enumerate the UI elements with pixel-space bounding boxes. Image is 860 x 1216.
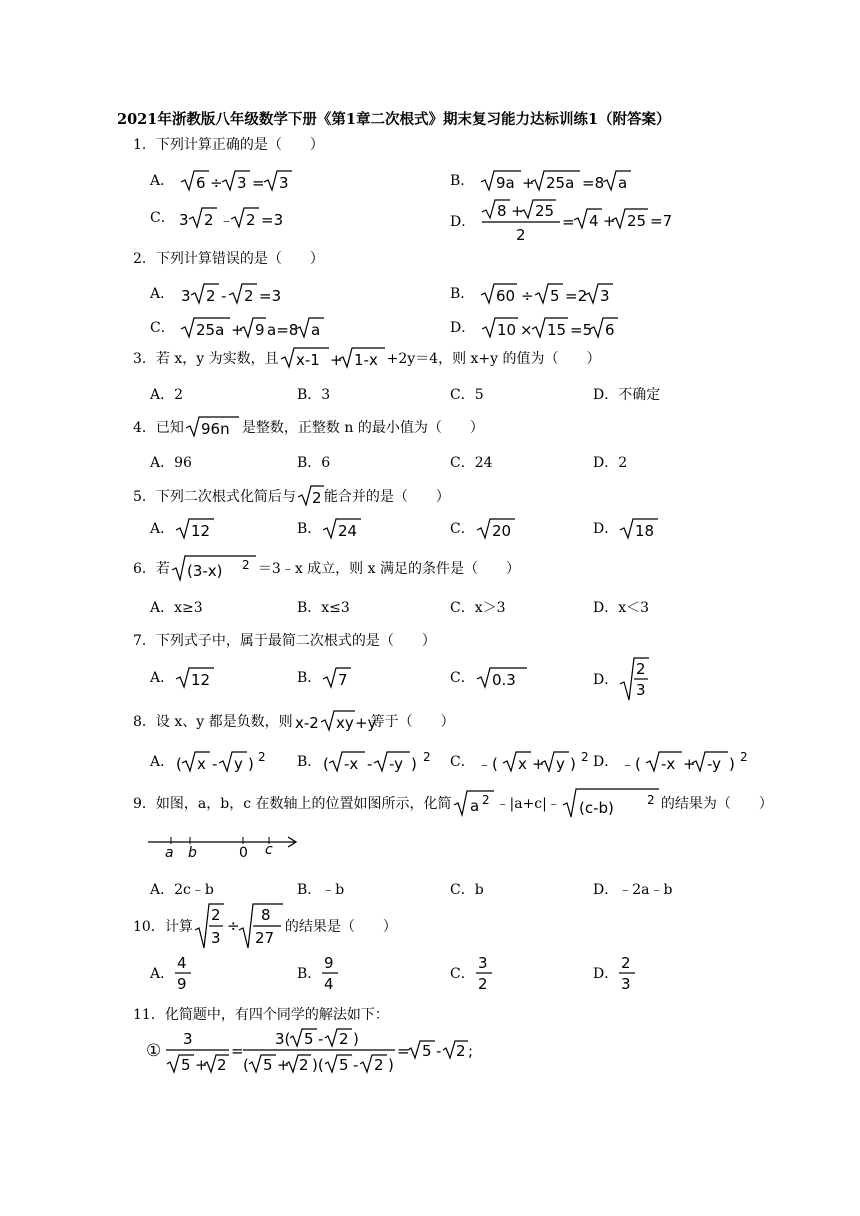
svg-text:÷: ÷ <box>209 174 223 192</box>
svg-text:): ) <box>411 755 418 773</box>
q10-b-denominator: 4 <box>324 975 334 993</box>
svg-text:=: = <box>397 1042 410 1060</box>
q8-d-math <box>618 747 754 775</box>
q10-stem <box>133 902 397 950</box>
svg-text:2: 2 <box>339 1030 349 1048</box>
q8-c-expression <box>475 747 593 775</box>
svg-text:5: 5 <box>181 1056 191 1074</box>
q7-c-value: 0.3 <box>491 671 516 689</box>
svg-text:6: 6 <box>604 321 615 339</box>
svg-text:;: ; <box>468 1042 474 1060</box>
q7-b-label: B． <box>297 670 322 686</box>
q10-option-b <box>297 953 341 993</box>
q4-stem-text: 4．已知 <box>133 420 184 436</box>
q5-option-d <box>593 516 662 542</box>
svg-text:-: - <box>212 755 218 773</box>
q10-b-fraction <box>321 953 341 993</box>
q2-option-d <box>450 315 630 341</box>
q7-option-b <box>297 665 355 691</box>
q2-option-b <box>450 281 629 307</box>
q10-d-fraction <box>618 953 638 993</box>
axis-label-c: c <box>265 842 273 858</box>
q2-a-math <box>179 281 289 307</box>
svg-text:a: a <box>311 321 321 339</box>
svg-text:-: - <box>436 1042 442 1060</box>
q6-stem-text: 6．若 <box>133 561 170 577</box>
q5-option-b <box>297 516 365 542</box>
q10-d-label: D． <box>593 966 619 982</box>
q1-stem: 1．下列计算正确的是（ ） <box>133 137 324 153</box>
q10-option-d <box>593 953 638 993</box>
svg-text:2: 2 <box>210 906 221 924</box>
svg-text:(: ( <box>176 755 182 773</box>
svg-text:﹣(: ﹣( <box>620 755 642 773</box>
svg-text:2: 2 <box>241 558 250 572</box>
svg-text:×: × <box>519 321 533 339</box>
q8-d-expression <box>618 747 754 775</box>
q3-stem-text: 3．若 x，y 为实数，且 <box>133 351 279 367</box>
svg-text:-: - <box>367 755 373 773</box>
svg-text:a: a <box>617 174 627 192</box>
q6-stem <box>133 553 520 583</box>
svg-text:÷: ÷ <box>226 917 240 935</box>
q5-c-value: 20 <box>491 522 511 540</box>
q10-b-label: B． <box>297 966 322 982</box>
svg-text:5: 5 <box>263 1056 273 1074</box>
svg-text:y: y <box>234 755 244 773</box>
svg-text:2: 2 <box>246 211 256 229</box>
q8-a-expression <box>174 747 270 775</box>
svg-text:=2: =2 <box>564 287 587 305</box>
q7-d-label: D． <box>593 672 619 688</box>
q1-d-label: D． <box>450 214 476 230</box>
svg-text:+: + <box>329 351 343 369</box>
q9-sqrt-cb <box>561 786 661 820</box>
svg-text:1-x: 1-x <box>353 351 378 369</box>
svg-text:2: 2 <box>646 793 655 807</box>
q11-circle-number: ① <box>146 1041 162 1061</box>
svg-text:): ) <box>248 755 254 773</box>
svg-text:3: 3 <box>183 1030 193 1048</box>
q10-stem-text: 10．计算 <box>133 919 193 935</box>
q5-stem-text: 5．下列二次根式化简后与 <box>133 489 296 505</box>
q10-a-label: A． <box>150 966 175 982</box>
q6-option-b: B．x≤3 <box>297 600 350 616</box>
q5-d-label: D． <box>593 521 619 537</box>
svg-text:x-2: x-2 <box>294 714 319 732</box>
svg-text:=: = <box>561 213 575 231</box>
q1-a-expression <box>179 168 299 194</box>
q5-stem-text-end: 能合并的是（ ） <box>323 489 450 505</box>
svg-text:25a: 25a <box>196 321 225 339</box>
svg-text:5: 5 <box>422 1042 432 1060</box>
q10-c-label: C． <box>450 966 475 982</box>
svg-text:2: 2 <box>374 1056 384 1074</box>
q8-option-d <box>593 747 754 775</box>
svg-text:+: + <box>277 1056 290 1074</box>
svg-text:)(: )( <box>312 1056 324 1074</box>
q7-b-math <box>321 665 355 691</box>
svg-text:+: + <box>683 755 696 773</box>
axis-label-a: a <box>165 845 174 861</box>
svg-text:a: a <box>469 797 479 815</box>
svg-text:﹣(: ﹣( <box>476 755 498 773</box>
svg-text:8: 8 <box>260 906 271 924</box>
svg-text:25: 25 <box>626 212 646 230</box>
svg-text:+: + <box>231 321 244 339</box>
q3-stem-text-end: +2y＝4，则 x+y 的值为（ ） <box>386 351 601 367</box>
svg-text:2: 2 <box>217 1056 227 1074</box>
q10-a-fraction <box>174 953 194 993</box>
svg-text:2: 2 <box>636 660 646 678</box>
q2-c-expression <box>179 315 329 341</box>
q5-a-label: A． <box>150 521 175 537</box>
q8-math <box>293 708 377 734</box>
svg-text:3: 3 <box>278 174 289 192</box>
q2-a-label: A． <box>150 286 175 302</box>
svg-text:-x: -x <box>344 755 359 773</box>
q6-option-d: D．x＜3 <box>593 600 650 616</box>
svg-text:(c-b): (c-b) <box>578 799 614 817</box>
q7-a-value: 12 <box>191 671 211 689</box>
q2-option-c <box>150 315 329 341</box>
q5-c-label: C． <box>450 521 475 537</box>
q1-c-math <box>179 205 289 231</box>
q8-c-math <box>475 747 593 775</box>
svg-text:10: 10 <box>496 321 516 339</box>
svg-text:): ) <box>729 755 736 773</box>
q2-d-label: D． <box>450 320 476 336</box>
q7-d-math <box>618 656 652 702</box>
svg-text:3(: 3( <box>275 1030 291 1048</box>
svg-text:3: 3 <box>599 287 610 305</box>
q2-b-math <box>479 281 629 307</box>
q1-c-expression <box>179 205 289 231</box>
svg-text:x-1: x-1 <box>295 351 320 369</box>
axis-label-0: 0 <box>239 845 248 861</box>
q5-option-c <box>450 516 519 542</box>
svg-text:-y: -y <box>707 755 722 773</box>
svg-text:+: + <box>195 1056 208 1074</box>
svg-text:2: 2 <box>515 226 526 244</box>
q9-stem-text-end: 的结果为（ ） <box>660 796 773 812</box>
q3-option-d: D．不确定 <box>593 387 661 403</box>
q5-d-math <box>618 516 662 542</box>
q7-option-c <box>450 665 531 691</box>
q2-b-label: B． <box>450 286 475 302</box>
svg-text:2: 2 <box>243 287 254 305</box>
svg-text:): ) <box>353 1030 359 1048</box>
q2-b-expression <box>479 281 629 307</box>
q9-number-line <box>140 830 305 860</box>
q6-stem-text-end: ＝3﹣x 成立，则 x 满足的条件是（ ） <box>257 561 520 577</box>
q5-stem <box>133 483 450 509</box>
q8-b-label: B． <box>297 754 322 770</box>
q1-c-label: C． <box>150 210 175 226</box>
q10-c-numerator: 3 <box>477 954 488 972</box>
svg-text:2: 2 <box>205 287 216 305</box>
q9-cb-math <box>561 786 661 820</box>
q4-option-c: C．24 <box>450 455 493 471</box>
q8-d-label: D． <box>593 754 619 770</box>
q9-stem-mid: ﹣|a+c|﹣ <box>495 796 561 812</box>
q7-c-math <box>475 665 531 691</box>
q6-option-a: A．x≥3 <box>150 600 203 616</box>
q2-a-expression <box>179 281 289 307</box>
svg-text:y: y <box>555 755 565 773</box>
q1-option-d <box>450 198 680 244</box>
svg-text:25: 25 <box>534 202 554 220</box>
q1-d-expression <box>480 198 680 244</box>
q8-stem-text-end: 等于（ ） <box>370 714 455 730</box>
svg-text:xy: xy <box>335 714 354 732</box>
q9-option-d: D．﹣2a﹣b <box>593 882 673 898</box>
q7-a-label: A． <box>150 670 175 686</box>
svg-text:+: + <box>521 174 535 192</box>
svg-text:2: 2 <box>299 1056 309 1074</box>
svg-text:3: 3 <box>236 174 247 192</box>
svg-text:=3: =3 <box>261 211 284 229</box>
svg-text:=3: =3 <box>258 287 281 305</box>
svg-text:2: 2 <box>740 750 748 764</box>
q2-d-expression <box>480 315 630 341</box>
q10-c-denominator: 2 <box>477 975 488 993</box>
svg-text:(: ( <box>323 755 330 773</box>
svg-text:3: 3 <box>179 211 189 229</box>
svg-text:2: 2 <box>481 793 490 807</box>
svg-text:=: = <box>231 1042 244 1060</box>
q2-d-math <box>480 315 630 341</box>
svg-text:2: 2 <box>423 750 431 764</box>
svg-text:9a: 9a <box>495 174 515 192</box>
q8-option-c <box>450 747 593 775</box>
svg-text:=5: =5 <box>569 321 592 339</box>
q4-expression <box>184 414 242 440</box>
q4-option-a: A．96 <box>150 455 192 471</box>
q7-b-value: 7 <box>338 671 348 689</box>
q8-stem <box>133 708 455 734</box>
q5-option-a <box>150 516 218 542</box>
q10-math <box>193 902 285 950</box>
svg-text:60: 60 <box>495 287 515 305</box>
q5-a-math <box>174 516 218 542</box>
q4-math <box>184 414 242 440</box>
svg-text:a=8: a=8 <box>267 321 299 339</box>
q9-option-b: B．﹣b <box>297 882 345 898</box>
q11-solution-1 <box>145 1026 475 1084</box>
svg-text:6: 6 <box>195 174 206 192</box>
q3-option-c: C．5 <box>450 387 484 403</box>
q8-c-label: C． <box>450 754 475 770</box>
q1-a-math <box>179 168 299 194</box>
q10-b-numerator: 9 <box>324 954 334 972</box>
axis-label-b: b <box>188 845 197 861</box>
q4-stem-text-end: 是整数，正整数 n 的最小值为（ ） <box>241 420 484 436</box>
q8-b-math <box>321 747 435 775</box>
svg-text:=7: =7 <box>649 212 672 230</box>
svg-text:﹣: ﹣ <box>219 211 235 229</box>
q3-stem <box>133 345 601 371</box>
q10-expression <box>193 902 285 950</box>
svg-text:9: 9 <box>255 321 265 339</box>
svg-text:÷: ÷ <box>520 287 534 305</box>
q1-option-a <box>150 168 299 194</box>
page-title: 2021年浙教版八年级数学下册《第1章二次根式》期末复习能力达标训练1（附答案） <box>117 111 671 128</box>
svg-text:5: 5 <box>549 287 560 305</box>
q3-math <box>279 345 387 371</box>
svg-text:=: = <box>251 174 265 192</box>
svg-text:(3-x): (3-x) <box>186 562 223 580</box>
q1-b-math <box>479 168 639 194</box>
svg-text:x: x <box>517 755 527 773</box>
q1-option-b <box>450 168 639 194</box>
q3-option-b: B．3 <box>297 387 331 403</box>
q4-option-d: D．2 <box>593 455 628 471</box>
q10-option-c <box>450 953 495 993</box>
q10-a-numerator: 4 <box>177 954 187 972</box>
svg-text:2: 2 <box>456 1042 466 1060</box>
svg-text:2: 2 <box>204 211 214 229</box>
q7-stem: 7．下列式子中，属于最简二次根式的是（ ） <box>133 633 436 649</box>
q6-option-c: C．x＞3 <box>450 600 506 616</box>
q5-b-label: B． <box>297 521 322 537</box>
svg-text:2: 2 <box>580 750 589 764</box>
svg-text:2: 2 <box>258 750 266 764</box>
q9-option-a: A．2c﹣b <box>150 882 214 898</box>
q7-a-math <box>174 665 218 691</box>
q6-expression <box>170 553 258 583</box>
svg-text:+: + <box>510 202 524 220</box>
svg-text:25a: 25a <box>545 174 575 192</box>
svg-text:-x: -x <box>661 755 676 773</box>
q4-option-b: B．6 <box>297 455 331 471</box>
q1-b-label: B． <box>450 173 475 189</box>
q8-b-expression <box>321 747 435 775</box>
svg-text:): ) <box>388 1056 394 1074</box>
q7-option-d <box>593 656 652 702</box>
q4-stem <box>133 414 484 440</box>
q3-expression <box>279 345 387 371</box>
svg-text:15: 15 <box>546 321 566 339</box>
q8-stem-text: 8．设 x、y 都是负数，则 <box>133 714 293 730</box>
svg-text:+: + <box>602 212 616 230</box>
q5-c-math <box>475 516 519 542</box>
q3-option-a: A．2 <box>150 387 184 403</box>
q2-c-label: C． <box>150 320 175 336</box>
q10-d-numerator: 2 <box>621 954 631 972</box>
q7-d-expression <box>618 656 652 702</box>
svg-text:-: - <box>318 1030 324 1048</box>
svg-text:+: + <box>531 755 545 773</box>
q6-math <box>170 553 258 583</box>
q5-a-value: 12 <box>191 522 211 540</box>
q9-sqrt-a2 <box>452 788 496 818</box>
svg-text:96n: 96n <box>200 420 230 438</box>
q7-c-label: C． <box>450 670 475 686</box>
svg-text:(: ( <box>243 1056 249 1074</box>
svg-text:5: 5 <box>304 1030 314 1048</box>
q1-b-expression <box>479 168 639 194</box>
svg-text:=8: =8 <box>581 174 604 192</box>
q5-expression <box>296 483 324 509</box>
svg-text:+y: +y <box>354 714 377 732</box>
q10-stem-text-end: 的结果是（ ） <box>284 919 397 935</box>
q11-stem: 11．化简题中，有四个同学的解法如下： <box>133 1007 389 1023</box>
svg-text:x: x <box>197 755 207 773</box>
q5-math <box>296 483 324 509</box>
svg-text:3: 3 <box>636 681 646 699</box>
q1-d-math <box>480 198 680 244</box>
svg-text:8: 8 <box>496 202 507 220</box>
svg-text:-y: -y <box>389 755 404 773</box>
q2-option-a <box>150 281 289 307</box>
q10-a-denominator: 9 <box>177 975 187 993</box>
q10-d-denominator: 3 <box>621 975 631 993</box>
svg-text:2: 2 <box>311 489 322 507</box>
q10-c-fraction <box>475 953 495 993</box>
q8-option-b <box>297 747 435 775</box>
q10-option-a <box>150 953 194 993</box>
q8-a-label: A． <box>150 754 175 770</box>
q2-stem: 2．下列计算错误的是（ ） <box>133 251 324 267</box>
q9-option-c: C．b <box>450 882 484 898</box>
svg-text:-: - <box>220 287 226 305</box>
q5-b-math <box>321 516 365 542</box>
svg-text:3: 3 <box>180 287 191 305</box>
q11-solution-1-math <box>145 1026 475 1080</box>
q8-option-a <box>150 747 270 775</box>
q9-stem <box>133 786 773 820</box>
svg-text:): ) <box>569 755 576 773</box>
q1-a-label: A． <box>150 173 175 189</box>
q7-option-a <box>150 665 218 691</box>
q1-option-c <box>150 205 289 231</box>
q5-d-value: 18 <box>635 522 655 540</box>
q8-expression <box>293 708 377 734</box>
q9-stem-text: 9．如图，a，b，c 在数轴上的位置如图所示，化简 <box>133 796 452 812</box>
svg-text:27: 27 <box>254 929 274 947</box>
q8-a-math <box>174 747 270 775</box>
svg-text:3: 3 <box>210 929 221 947</box>
svg-text:5: 5 <box>339 1056 349 1074</box>
svg-text:-: - <box>353 1056 359 1074</box>
q5-b-value: 24 <box>338 522 358 540</box>
svg-text:4: 4 <box>588 212 599 230</box>
q2-c-math <box>179 315 329 341</box>
q9-a2-math <box>452 788 496 818</box>
